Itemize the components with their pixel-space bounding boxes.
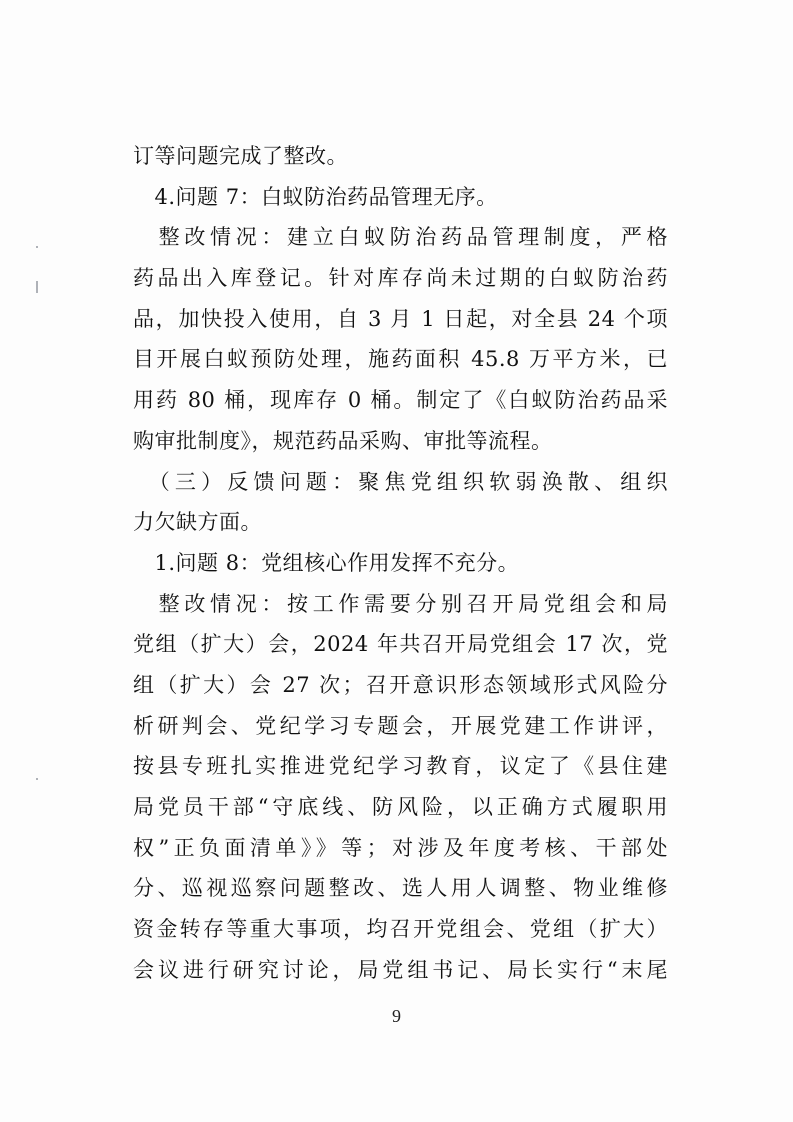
scan-speck xyxy=(36,246,38,248)
paragraph-line: 药品出入库登记。针对库存尚未过期的白蚁防治药 xyxy=(133,266,668,291)
page-number: 9 xyxy=(392,1006,401,1026)
paragraph-line: 会议进行研究讨论，局党组书记、局长实行“末尾 xyxy=(133,957,668,982)
paragraph-line: 分、巡视巡察问题整改、选人用人调整、物业维修 xyxy=(133,876,668,901)
paragraph-line: 权”正负面清单》》等；对涉及年度考核、干部处 xyxy=(133,835,668,860)
paragraph-line: 品，加快投入使用，自 3 月 1 日起，对全县 24 个项 xyxy=(133,306,668,331)
paragraph-line: 局党员干部“守底线、防风险，以正确方式履职用 xyxy=(133,795,668,819)
paragraph-line: 整改情况：按工作需要分别召开局党组会和局 xyxy=(133,591,668,616)
scan-speck xyxy=(36,778,38,780)
paragraph-line: 析研判会、党纪学习专题会，开展党建工作讲评， xyxy=(133,713,668,738)
scan-speck xyxy=(36,281,38,293)
paragraph-line: 党组（扩大）会，2024 年共召开局党组会 17 次，党 xyxy=(133,632,668,657)
paragraph-line: 订等问题完成了整改。 xyxy=(133,144,348,168)
paragraph-line: 目开展白蚁预防处理，施药面积 45.8 万平方米，已 xyxy=(133,347,668,372)
section-heading-line: 4.问题 7：白蚁防治药品管理无序。 xyxy=(133,184,498,209)
section-heading-line: 力欠缺方面。 xyxy=(133,510,262,535)
paragraph-line: 整改情况：建立白蚁防治药品管理制度，严格 xyxy=(133,225,668,250)
paragraph-line: 组（扩大）会 27 次；召开意识形态领域形式风险分 xyxy=(133,672,668,697)
section-heading-line: （三）反馈问题：聚焦党组织软弱涣散、组织 xyxy=(133,469,668,494)
paragraph-line: 按县专班扎实推进党纪学习教育，议定了《县住建 xyxy=(133,754,668,779)
body-text xyxy=(133,136,668,990)
paragraph-line: 购审批制度》，规范药品采购、审批等流程。 xyxy=(133,428,553,453)
section-heading-line: 1.问题 8：党组核心作用发挥不充分。 xyxy=(133,550,520,575)
paragraph-line: 用药 80 桶，现库存 0 桶。制定了《白蚁防治药品采 xyxy=(133,388,668,413)
paragraph-line: 资金转存等重大事项，均召开党组会、党组（扩大） xyxy=(133,917,668,942)
